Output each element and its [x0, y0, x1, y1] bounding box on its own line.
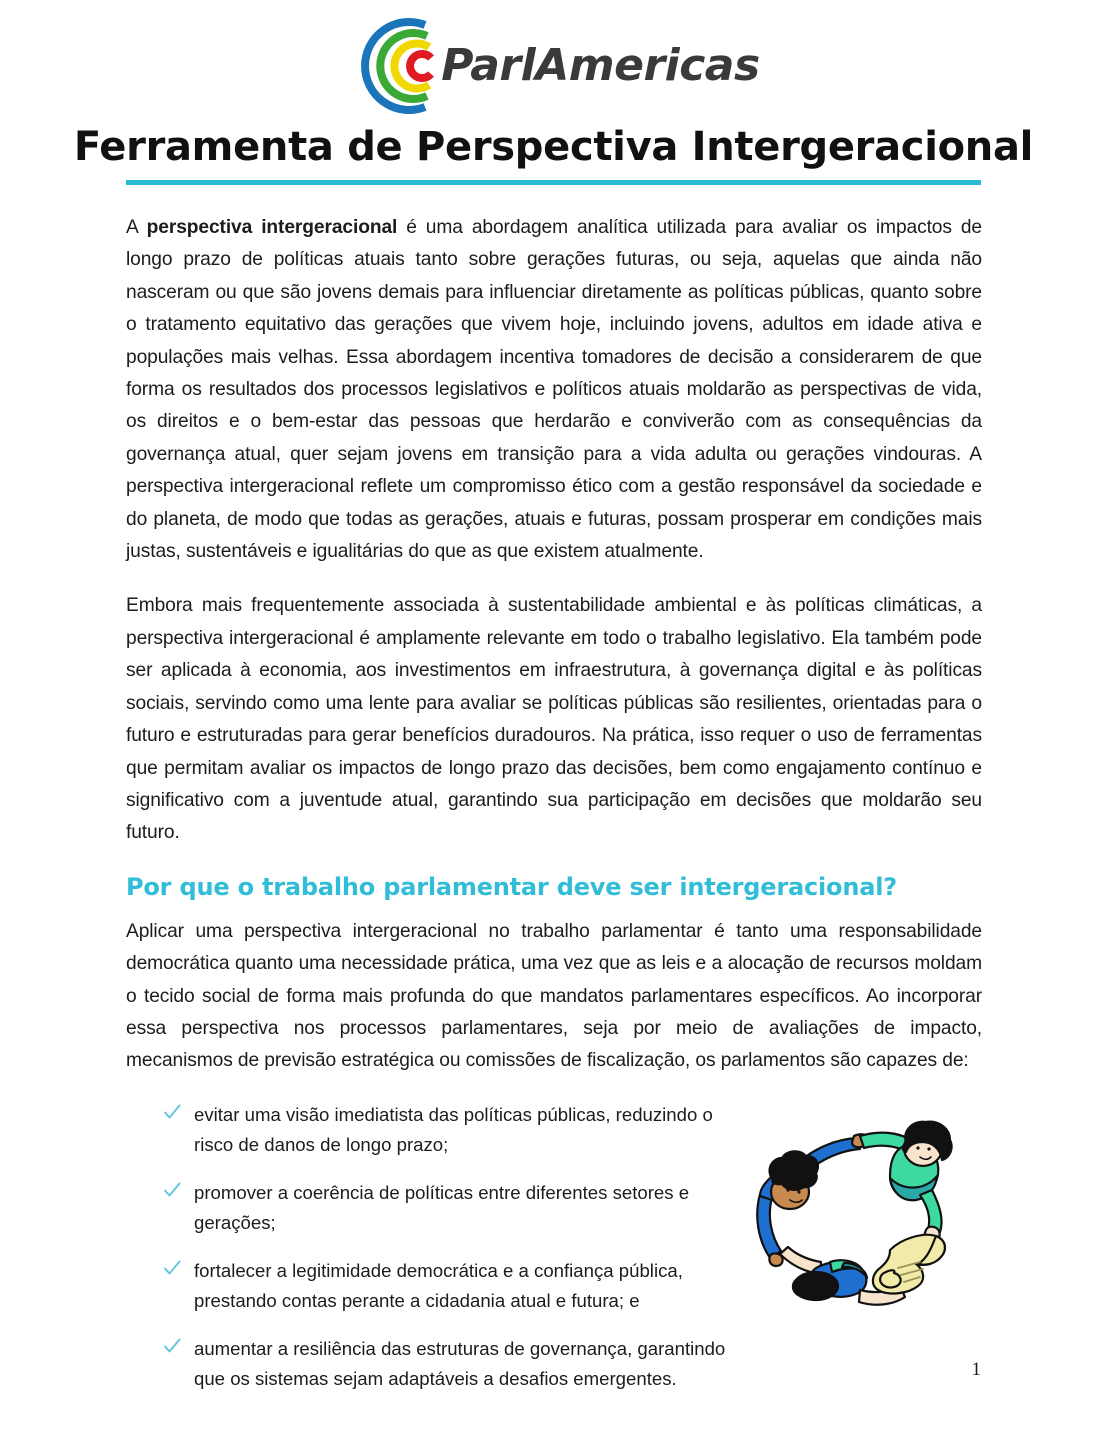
- list-item-label: fortalecer a legitimidade democrática e a confiança pública, prestando contas perante a cidadania atual e futura; e: [194, 1259, 683, 1311]
- paragraph-intro-term: perspectiva intergeracional: [146, 217, 398, 238]
- list-item-label: aumentar a resiliência das estruturas de governança, garantindo que os sistemas sejam adaptáveis a desafios emergentes.: [194, 1337, 726, 1389]
- check-icon: [162, 1336, 182, 1356]
- list-item: [126, 1334, 726, 1394]
- parlamericas-arcs-logo: [347, 16, 443, 116]
- check-icon: [162, 1102, 182, 1122]
- benefits-block: [126, 1100, 982, 1394]
- paragraph-intro-rest: é uma abordagem analítica utilizada para avaliar os impactos de longo prazo de políticas atuais tanto sobre gerações futuras, ou seja, aquelas que ainda não nasceram ou que são jovens demais para influenciar diretamente as políticas públicas, quanto sobre o tratamento equitativo das gerações que vivem hoje, incluindo jovens, adultos em idade ativa e populações mais velhas. Essa abordagem incentiva tomadores de decisão a considerarem de que forma os resultados dos processos legislativos e políticos atuais moldarão as perspectivas de vida, os direitos e o bem-estar das pessoas que herdarão e conviverão com as consequências da governança atual, quer sejam jovens em transição para a vida adulta ou gerações vindouras. A perspectiva intergeracional reflete um compromisso ético com a gestão responsável da sociedade e do planeta, de modo que todas as gerações, atuais e futuras, possam prosperar em condições mais justas, sustentáveis e igualitárias do que as que existem atualmente.: [126, 217, 983, 563]
- check-icon: [162, 1258, 182, 1278]
- paragraph-intro: [126, 212, 982, 568]
- check-icon: [162, 1180, 182, 1200]
- list-item: [126, 1100, 726, 1160]
- list-item-label: evitar uma visão imediatista das políticas públicas, reduzindo o risco de danos de longo prazo;: [194, 1103, 713, 1155]
- logo-group: [347, 16, 759, 116]
- section-heading-why-intergenerational: Por que o trabalho parlamentar deve ser intergeracional?: [126, 872, 897, 901]
- title-divider: [126, 180, 981, 185]
- benefits-check-list: [126, 1100, 726, 1394]
- children-holding-hands-circle-illustration: [738, 1118, 970, 1323]
- page-number: 1: [971, 1359, 981, 1380]
- paragraph-parliamentary: Aplicar uma perspectiva intergeracional no trabalho parlamentar é tanto uma responsabilidade democrática quanto uma necessidade prática, uma vez que as leis e a alocação de recursos moldam o tecido social de forma mais profunda do que mandatos parlamentares específicos. Ao incorporar essa perspectiva nos processos parlamentares, seja por meio de avaliações de impacto, mecanismos de previsão estratégica ou comissões de fiscalização, os parlamentos são capazes de:: [126, 920, 982, 1072]
- document-body: [126, 212, 982, 1394]
- logo-wordmark: ParlAmericas: [441, 40, 760, 91]
- page-title: Ferramenta de Perspectiva Intergeracional: [73, 124, 1034, 170]
- list-item: [126, 1178, 726, 1238]
- paragraph-intro-lead: A: [126, 217, 147, 238]
- paragraph-scope: Embora mais frequentemente associada à sustentabilidade ambiental e às políticas climáticas, a perspectiva intergeracional é amplamente relevante em todo o trabalho legislativo. Ela também pode ser aplicada à economia, aos investimentos em infraestrutura, à governança digital e às políticas sociais, servindo como uma lente para avaliar se políticas públicas são resilientes, orientadas para o futuro e estruturadas para gerar benefícios duradouros. Na prática, isso requer o uso de ferramentas que permitam avaliar os impactos de longo prazo das decisões, bem como engajamento contínuo e significativo com a juventude atual, garantindo sua participação em decisões que moldarão seu futuro.: [126, 595, 982, 844]
- parlamericas-logo: [0, 12, 1107, 120]
- list-item-label: promover a coerência de políticas entre diferentes setores e gerações;: [194, 1181, 690, 1233]
- list-item: [126, 1256, 726, 1316]
